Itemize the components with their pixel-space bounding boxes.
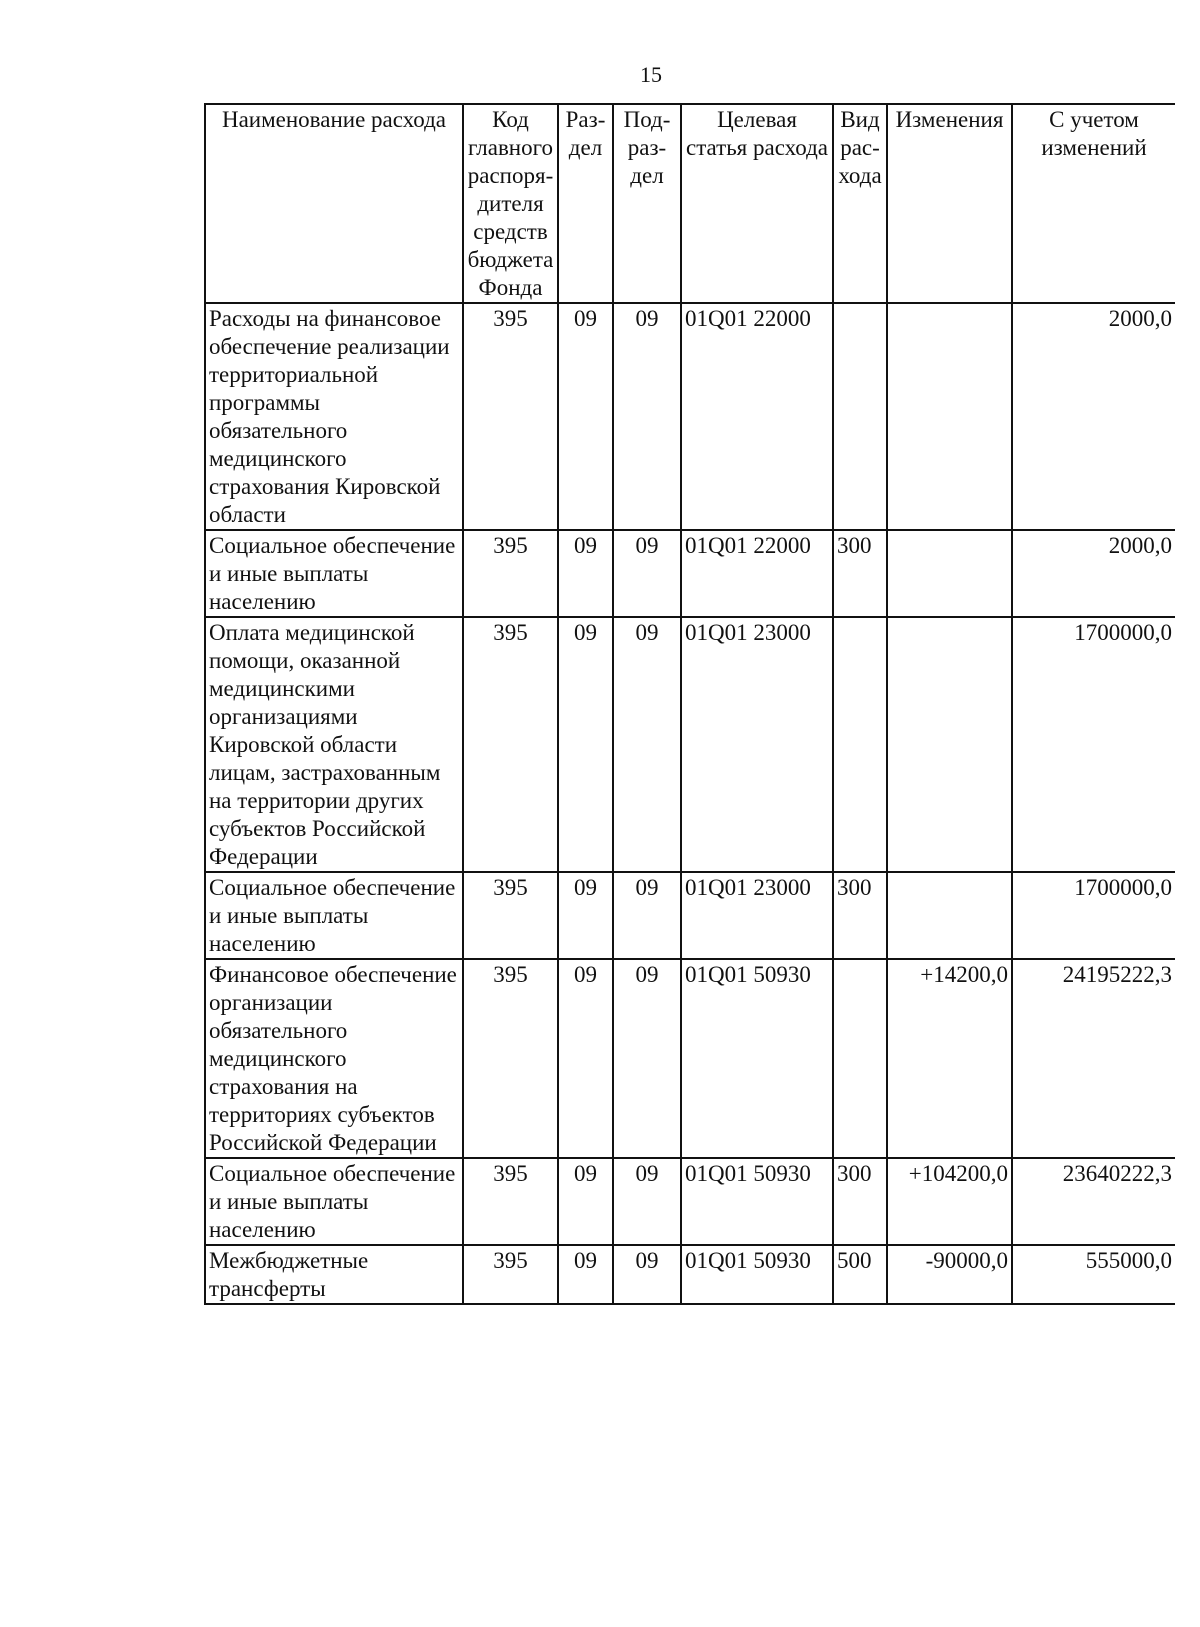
row-target: 01Q01 50930 <box>681 1158 833 1245</box>
row-name: Социальное обеспечение и иные выплаты населению <box>205 872 463 959</box>
row-target: 01Q01 23000 <box>681 617 833 872</box>
row-name: Финансовое обеспечение организации обязательного медицинского страхования на территориях субъектов Российской Федерации <box>205 959 463 1158</box>
row-subsection: 09 <box>613 1245 681 1304</box>
row-kind <box>833 959 887 1158</box>
row-code: 395 <box>463 959 558 1158</box>
table-header-row <box>205 104 1175 303</box>
row-code: 395 <box>463 530 558 617</box>
row-code: 395 <box>463 617 558 872</box>
row-code: 395 <box>463 1245 558 1304</box>
row-section: 09 <box>558 530 613 617</box>
row-kind: 300 <box>833 530 887 617</box>
row-code: 395 <box>463 303 558 530</box>
row-name: Социальное обеспечение и иные выплаты населению <box>205 530 463 617</box>
table-row <box>205 303 1175 530</box>
header-total: С учетом изменений <box>1012 104 1175 303</box>
row-kind: 300 <box>833 1158 887 1245</box>
row-changes <box>887 530 1012 617</box>
header-subsection: Под- раз- дел <box>613 104 681 303</box>
row-section: 09 <box>558 1245 613 1304</box>
row-code: 395 <box>463 1158 558 1245</box>
row-name: Межбюджетные трансферты <box>205 1245 463 1304</box>
header-target: Целевая статья расхода <box>681 104 833 303</box>
budget-table <box>204 103 1175 1305</box>
table-row <box>205 1158 1175 1245</box>
row-subsection: 09 <box>613 617 681 872</box>
row-total: 2000,0 <box>1012 303 1175 530</box>
row-target: 01Q01 23000 <box>681 872 833 959</box>
row-section: 09 <box>558 617 613 872</box>
row-subsection: 09 <box>613 1158 681 1245</box>
row-target: 01Q01 22000 <box>681 303 833 530</box>
row-name: Социальное обеспечение и иные выплаты населению <box>205 1158 463 1245</box>
row-kind: 300 <box>833 872 887 959</box>
row-total: 1700000,0 <box>1012 617 1175 872</box>
row-changes <box>887 303 1012 530</box>
header-changes: Изменения <box>887 104 1012 303</box>
row-kind <box>833 617 887 872</box>
table-row <box>205 1245 1175 1304</box>
row-kind: 500 <box>833 1245 887 1304</box>
row-name: Расходы на финансовое обеспечение реализации территориальной программы обязательного медицинского страхования Кировской области <box>205 303 463 530</box>
row-changes: +14200,0 <box>887 959 1012 1158</box>
row-section: 09 <box>558 872 613 959</box>
row-changes <box>887 872 1012 959</box>
page-number: 15 <box>640 62 662 87</box>
header-name: Наименование расхода <box>205 104 463 303</box>
table-row <box>205 872 1175 959</box>
header-kind: Вид рас- хода <box>833 104 887 303</box>
row-total: 2000,0 <box>1012 530 1175 617</box>
row-subsection: 09 <box>613 872 681 959</box>
row-name: Оплата медицинской помощи, оказанной медицинскими организациями Кировской области лицам, застрахованным на территории других субъектов Российской Федерации <box>205 617 463 872</box>
table-row <box>205 617 1175 872</box>
row-changes <box>887 617 1012 872</box>
header-code: Код главного распоря- дителя средств бюджета Фонда <box>463 104 558 303</box>
header-section: Раз- дел <box>558 104 613 303</box>
row-total: 23640222,3 <box>1012 1158 1175 1245</box>
table-row <box>205 959 1175 1158</box>
row-subsection: 09 <box>613 530 681 617</box>
row-section: 09 <box>558 959 613 1158</box>
row-subsection: 09 <box>613 303 681 530</box>
row-kind <box>833 303 887 530</box>
row-total: 1700000,0 <box>1012 872 1175 959</box>
row-target: 01Q01 50930 <box>681 1245 833 1304</box>
row-target: 01Q01 22000 <box>681 530 833 617</box>
row-total: 24195222,3 <box>1012 959 1175 1158</box>
row-target: 01Q01 50930 <box>681 959 833 1158</box>
table-row <box>205 530 1175 617</box>
row-total: 555000,0 <box>1012 1245 1175 1304</box>
row-changes: -90000,0 <box>887 1245 1012 1304</box>
row-section: 09 <box>558 1158 613 1245</box>
row-section: 09 <box>558 303 613 530</box>
row-code: 395 <box>463 872 558 959</box>
row-subsection: 09 <box>613 959 681 1158</box>
row-changes: +104200,0 <box>887 1158 1012 1245</box>
